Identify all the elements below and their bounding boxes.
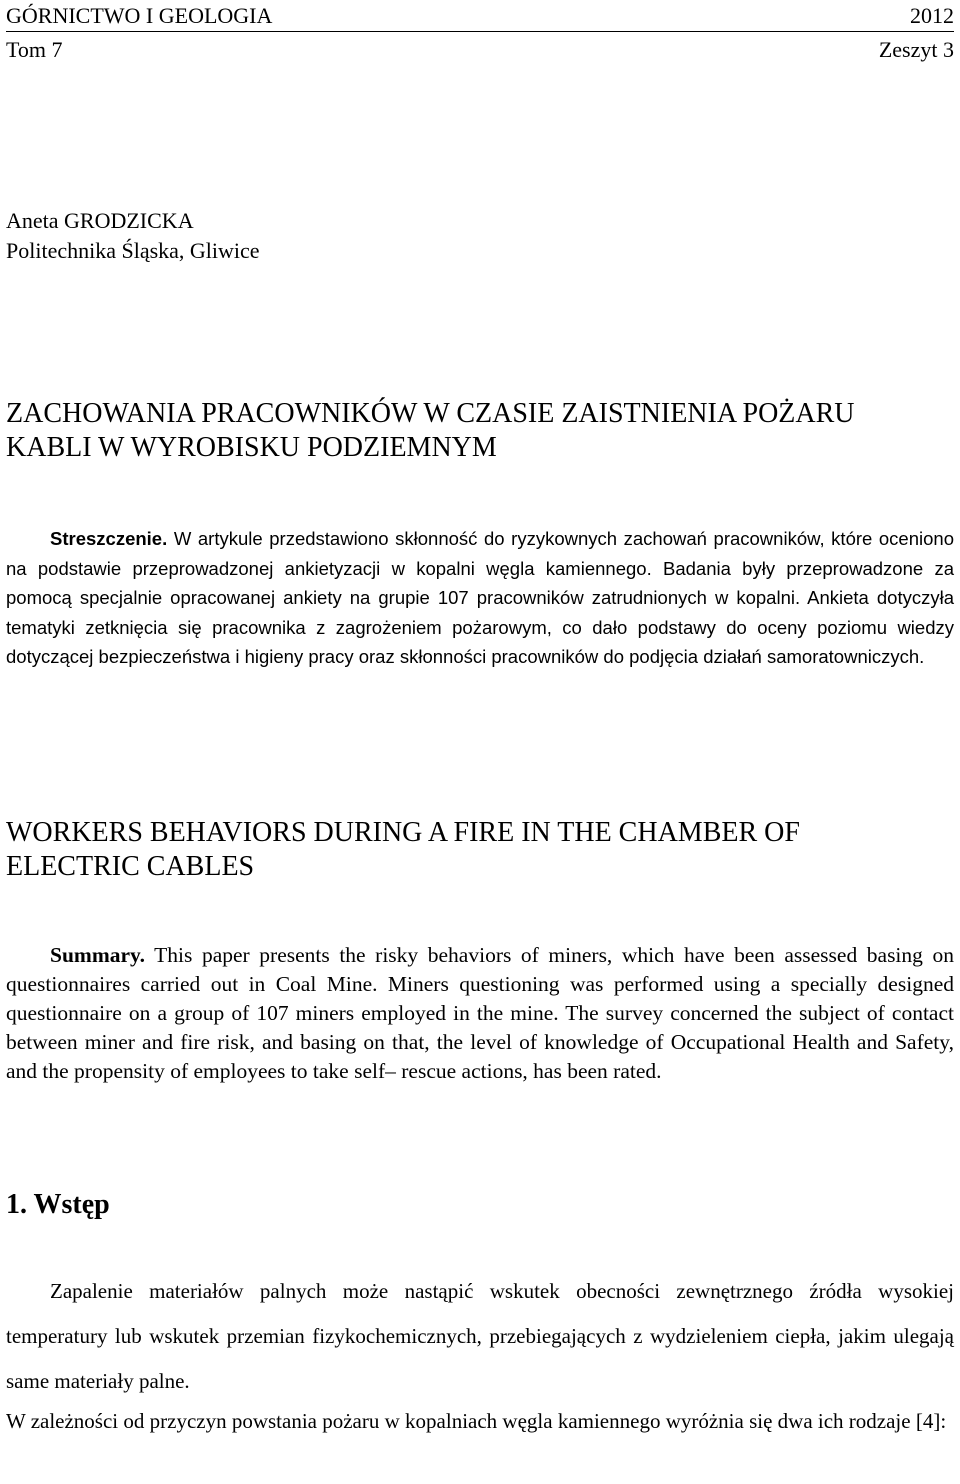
journal-year: 2012: [910, 3, 954, 28]
paper-title-en: [6, 816, 956, 884]
journal-name: GÓRNICTWO I GEOLOGIA: [6, 3, 273, 28]
abstract-pl-label: Streszczenie.: [50, 528, 168, 549]
paper-title-pl-line2: KABLI W WYROBISKU PODZIEMNYM: [6, 432, 497, 463]
section-body: [6, 1269, 954, 1438]
paper-title-pl-line1: ZACHOWANIA PRACOWNIKÓW W CZASIE ZAISTNIENIA POŻARU: [6, 398, 855, 429]
paper-title-en-line1: WORKERS BEHAVIORS DURING A FIRE IN THE CHAMBER OF: [6, 817, 800, 848]
abstract-en: [6, 941, 954, 1086]
abstract-en-text: This paper presents the risky behaviors of miners, which have been assessed basing on questionnaires carried out in Coal Mine. Miners questioning was performed using a specially designed questionnaire on a group of 107 miners employed in the mine. The survey concerned the subject of contact between miner and fire risk, and basing on that, the level of knowledge of Occupational Health and Safety, and the propensity of employees to take self– rescue actions, has been rated.: [6, 943, 954, 1083]
abstract-pl-text: W artykule przedstawiono skłonność do ryzykownych zachowań pracowników, które oceniono na podstawie przeprowadzonej ankietyzacji w kopalni węgla kamiennego. Badania były przeprowadzone za pomocą specjalnie opracowanej ankiety na grupie 107 pracowników zatrudnionych w kopalni. Ankieta dotyczyła tematyki zetknięcia się pracownika z zagrożeniem pożarowym, co dało podstawy do oceny poziomu wiedzy dotyczącej bezpieczeństwa i higieny pracy oraz skłonności pracowników do podjęcia działań samoratowniczych.: [6, 528, 954, 667]
abstract-en-label: Summary.: [50, 943, 145, 967]
abstract-pl: [6, 524, 954, 672]
author-affiliation: Politechnika Śląska, Gliwice: [6, 238, 260, 263]
paper-title-pl: [6, 397, 956, 465]
section-paragraph-1: Zapalenie materiałów palnych może nastąpić wskutek obecności zewnętrznego źródła wysokiej temperatury lub wskutek przemian fizykochemicznych, przebiegających z wydzieleniem ciepła, jakim ulegają same materiały palne.: [6, 1279, 954, 1393]
section-heading: 1. Wstęp: [6, 1189, 110, 1220]
author-name: Aneta GRODZICKA: [6, 208, 194, 233]
paper-title-en-line2: ELECTRIC CABLES: [6, 851, 255, 882]
volume-label: Tom 7: [6, 37, 63, 62]
section-paragraph-2: W zależności od przyczyn powstania pożaru w kopalniach węgla kamiennego wyróżnia się dwa ich rodzaje [4]:: [6, 1409, 947, 1433]
issue-label: Zeszyt 3: [878, 37, 954, 62]
header-rule: [6, 31, 954, 32]
